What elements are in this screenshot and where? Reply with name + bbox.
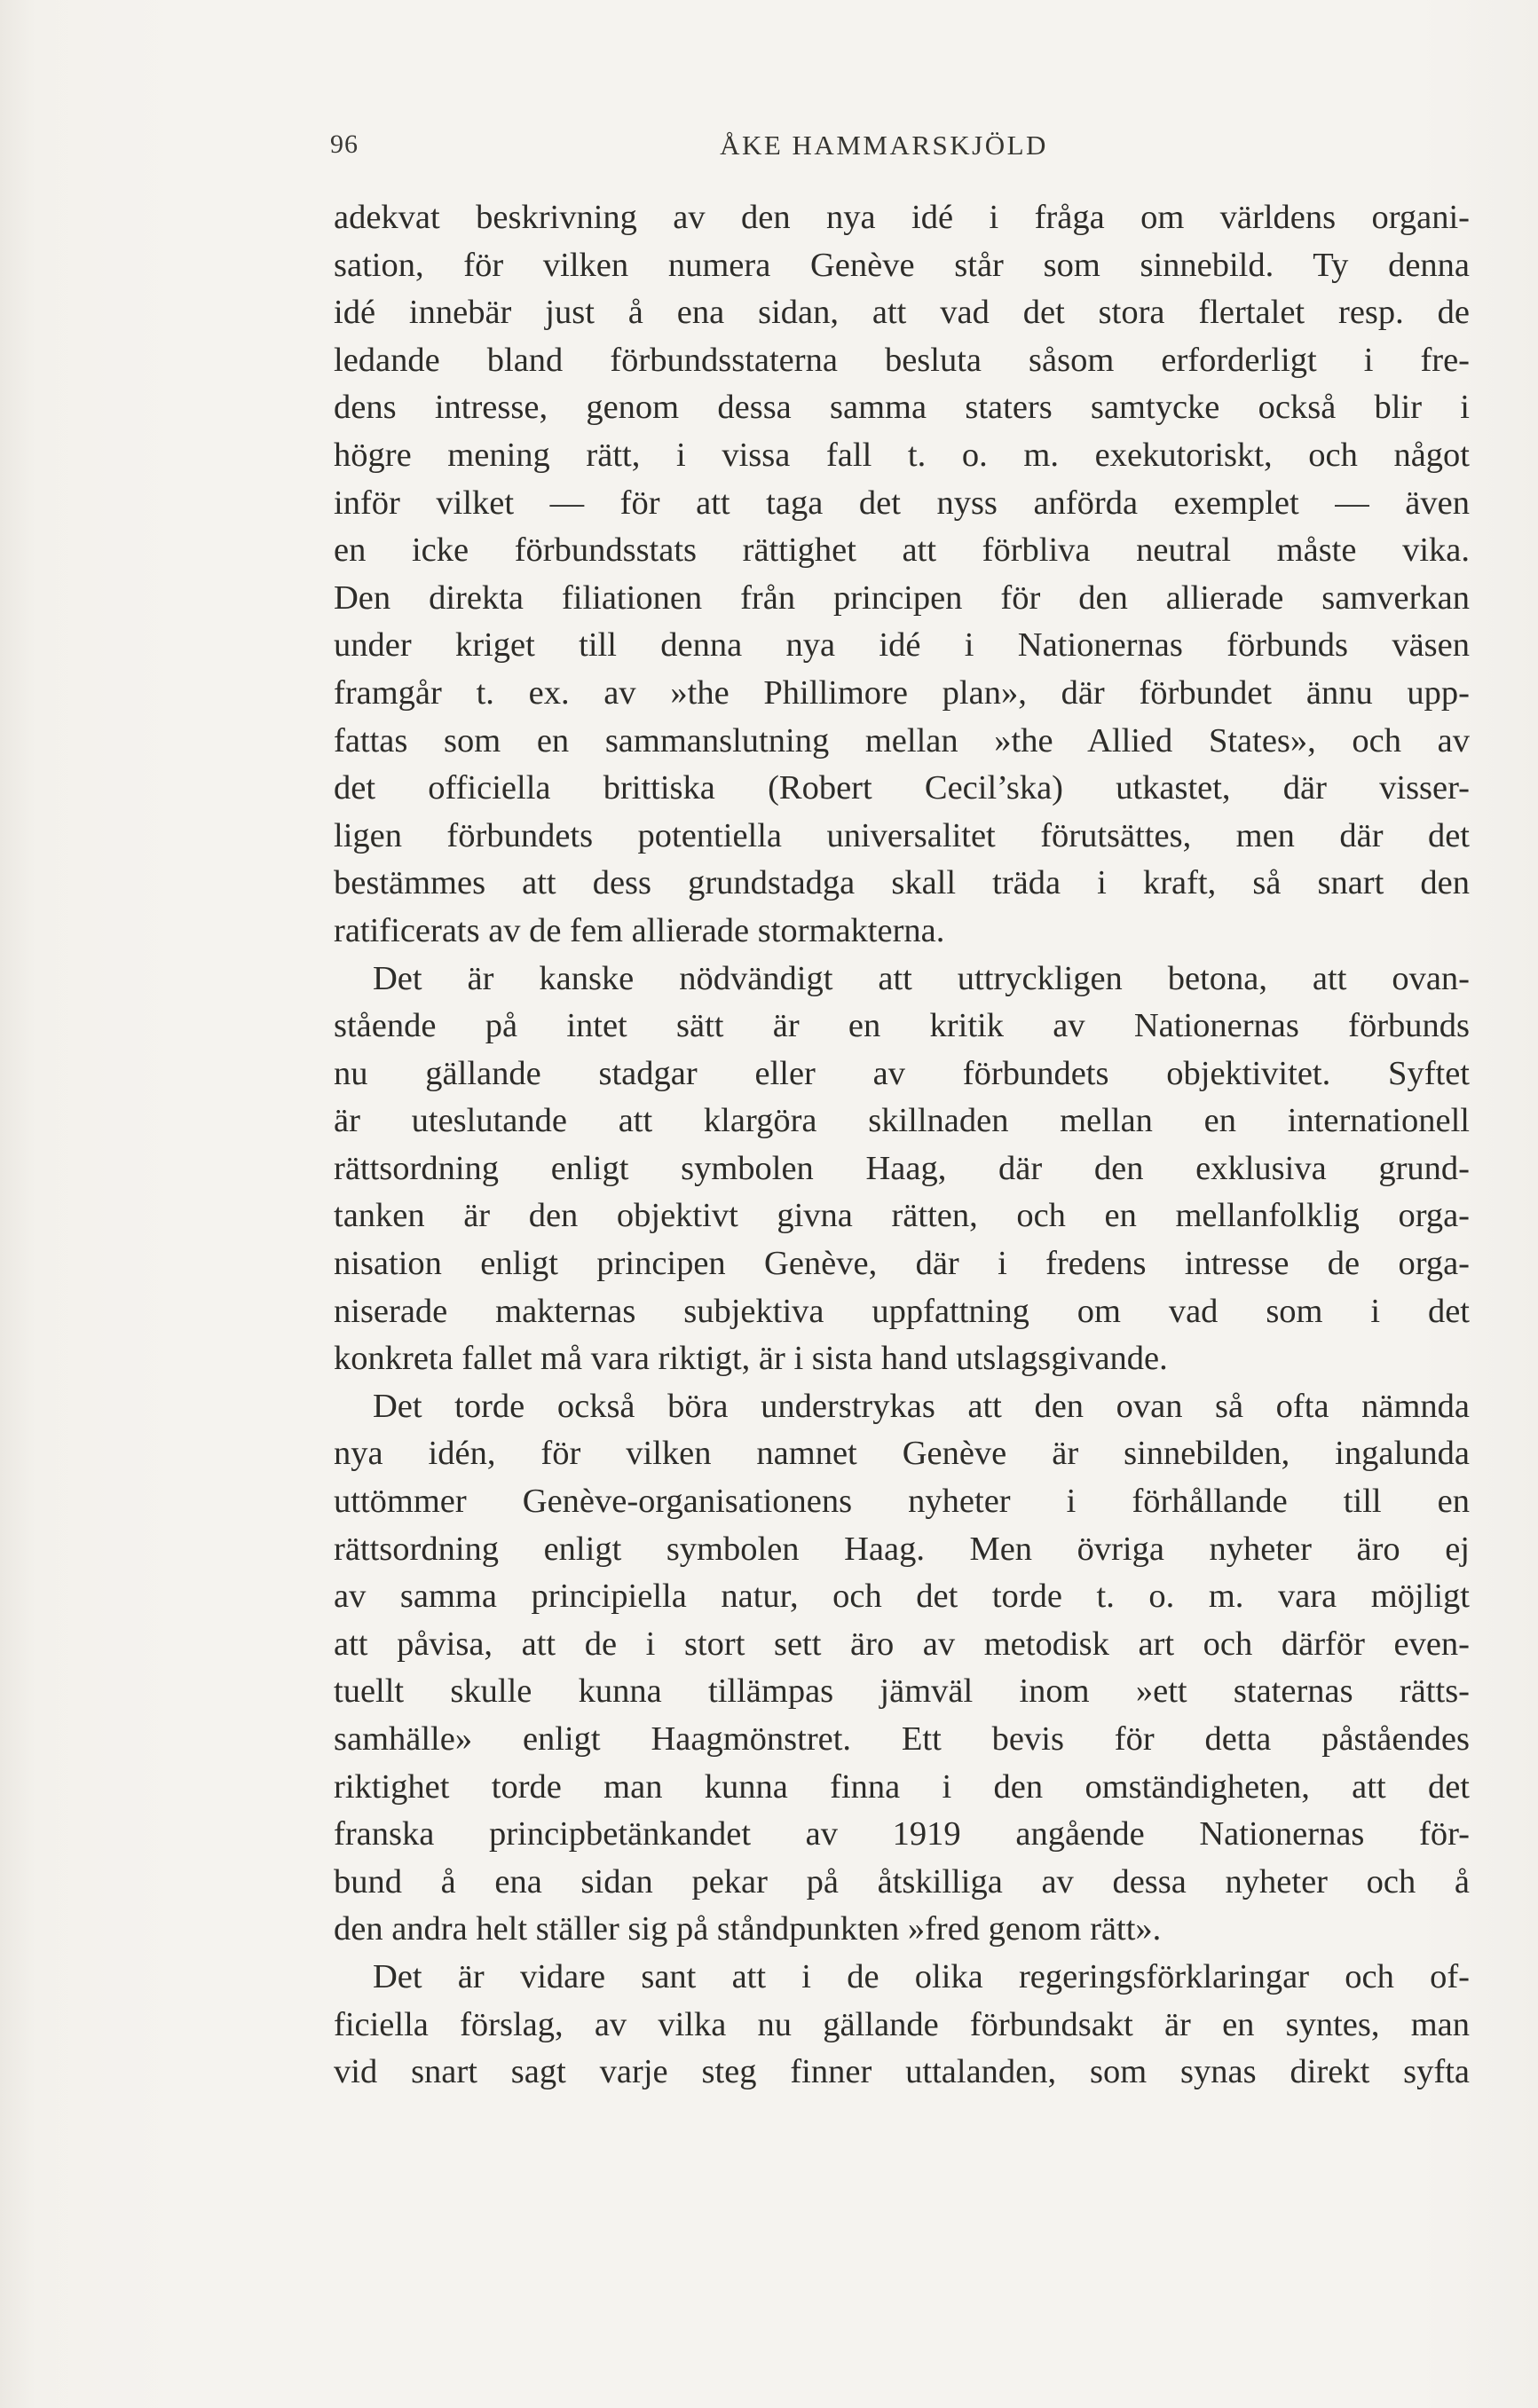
text-line: högre mening rätt, i vissa fall t. o. m. exekutoriskt, och något bbox=[334, 436, 1470, 474]
text-line: ligen förbundets potentiella universalitet förutsättes, men där det bbox=[334, 816, 1470, 854]
body-text bbox=[334, 194, 1470, 2097]
text-line: tuellt skulle kunna tillämpas jämväl inom »ett staternas rätts- bbox=[334, 1672, 1470, 1711]
text-line: rättsordning enligt symbolen Haag. Men övriga nyheter äro ej bbox=[334, 1530, 1470, 1568]
text-line: konkreta fallet må vara riktigt, är i sista hand utslagsgivande. bbox=[334, 1340, 1168, 1378]
text-line: idé innebär just å ena sidan, att vad det stora flertalet resp. de bbox=[334, 294, 1470, 332]
text-line: rättsordning enligt symbolen Haag, där den exklusiva grund- bbox=[334, 1149, 1470, 1187]
text-line: ficiella förslag, av vilka nu gällande förbundsakt är en syntes, man bbox=[334, 2005, 1470, 2043]
text-line: nisation enligt principen Genève, där i fredens intresse de orga- bbox=[334, 1245, 1470, 1283]
text-line: bund å ena sidan pekar på åtskilliga av dessa nyheter och å bbox=[334, 1862, 1470, 1900]
text-line: fattas som en sammanslutning mellan »the Allied States», och av bbox=[334, 721, 1470, 759]
text-line: nya idén, för vilken namnet Genève är sinnebilden, ingalunda bbox=[334, 1435, 1470, 1473]
text-line: det officiella brittiska (Robert Cecil’ska) utkastet, där visser- bbox=[334, 769, 1470, 807]
text-line: inför vilket — för att taga det nyss anförda exemplet — även bbox=[334, 484, 1470, 522]
running-title: ÅKE HAMMARSKJÖLD bbox=[720, 130, 1048, 161]
text-line: riktighet torde man kunna finna i den omständigheten, att det bbox=[334, 1767, 1470, 1806]
text-line: Det är vidare sant att i de olika regeringsförklaringar och of- bbox=[373, 1957, 1470, 1995]
text-line: under kriget till denna nya idé i Nationernas förbunds väsen bbox=[334, 626, 1470, 665]
text-line: ledande bland förbundsstaterna besluta såsom erforderligt i fre- bbox=[334, 341, 1470, 379]
text-line: stående på intet sätt är en kritik av Nationernas förbunds bbox=[334, 1007, 1470, 1045]
running-header bbox=[330, 130, 1470, 174]
text-line: samhälle» enligt Haagmönstret. Ett bevis för detta påståendes bbox=[334, 1720, 1470, 1758]
text-line: den andra helt ställer sig på ståndpunkten »fred genom rätt». bbox=[334, 1910, 1162, 1948]
text-line: Det torde också böra understrykas att den ovan så ofta nämnda bbox=[373, 1387, 1470, 1425]
text-line: adekvat beskrivning av den nya idé i fråga om världens organi- bbox=[334, 199, 1470, 236]
text-line: vid snart sagt varje steg finner uttalanden, som synas direkt syfta bbox=[334, 2053, 1470, 2091]
text-line: ratificerats av de fem allierade stormakterna. bbox=[334, 911, 945, 949]
text-line: sation, för vilken numera Genève står som sinnebild. Ty denna bbox=[334, 246, 1470, 284]
text-line: dens intresse, genom dessa samma staters samtycke också blir i bbox=[334, 389, 1470, 427]
page-number: 96 bbox=[330, 130, 359, 159]
text-line: bestämmes att dess grundstadga skall träda i kraft, så snart den bbox=[334, 864, 1470, 902]
text-line: att påvisa, att de i stort sett äro av metodisk art och därför even- bbox=[334, 1625, 1470, 1663]
text-line: Det är kanske nödvändigt att uttryckligen betona, att ovan- bbox=[373, 959, 1470, 997]
text-line: framgår t. ex. av »the Phillimore plan», där förbundet ännu upp- bbox=[334, 673, 1470, 712]
text-line: en icke förbundsstats rättighet att förbliva neutral måste vika. bbox=[334, 531, 1470, 570]
text-line: tanken är den objektivt givna rätten, och en mellanfolklig orga- bbox=[334, 1197, 1470, 1235]
text-line: franska principbetänkandet av 1919 angående Nationernas för- bbox=[334, 1815, 1470, 1853]
text-line: Den direkta filiationen från principen för den allierade samverkan bbox=[334, 578, 1470, 617]
text-line: nu gällande stadgar eller av förbundets objektivitet. Syftet bbox=[334, 1054, 1470, 1092]
text-line: niserade makternas subjektiva uppfattning om vad som i det bbox=[334, 1292, 1470, 1330]
text-line: är uteslutande att klargöra skillnaden mellan en internationell bbox=[334, 1102, 1470, 1140]
text-line: uttömmer Genève-organisationens nyheter i förhållande till en bbox=[334, 1483, 1470, 1521]
text-line: av samma principiella natur, och det torde t. o. m. vara möjligt bbox=[334, 1578, 1470, 1616]
